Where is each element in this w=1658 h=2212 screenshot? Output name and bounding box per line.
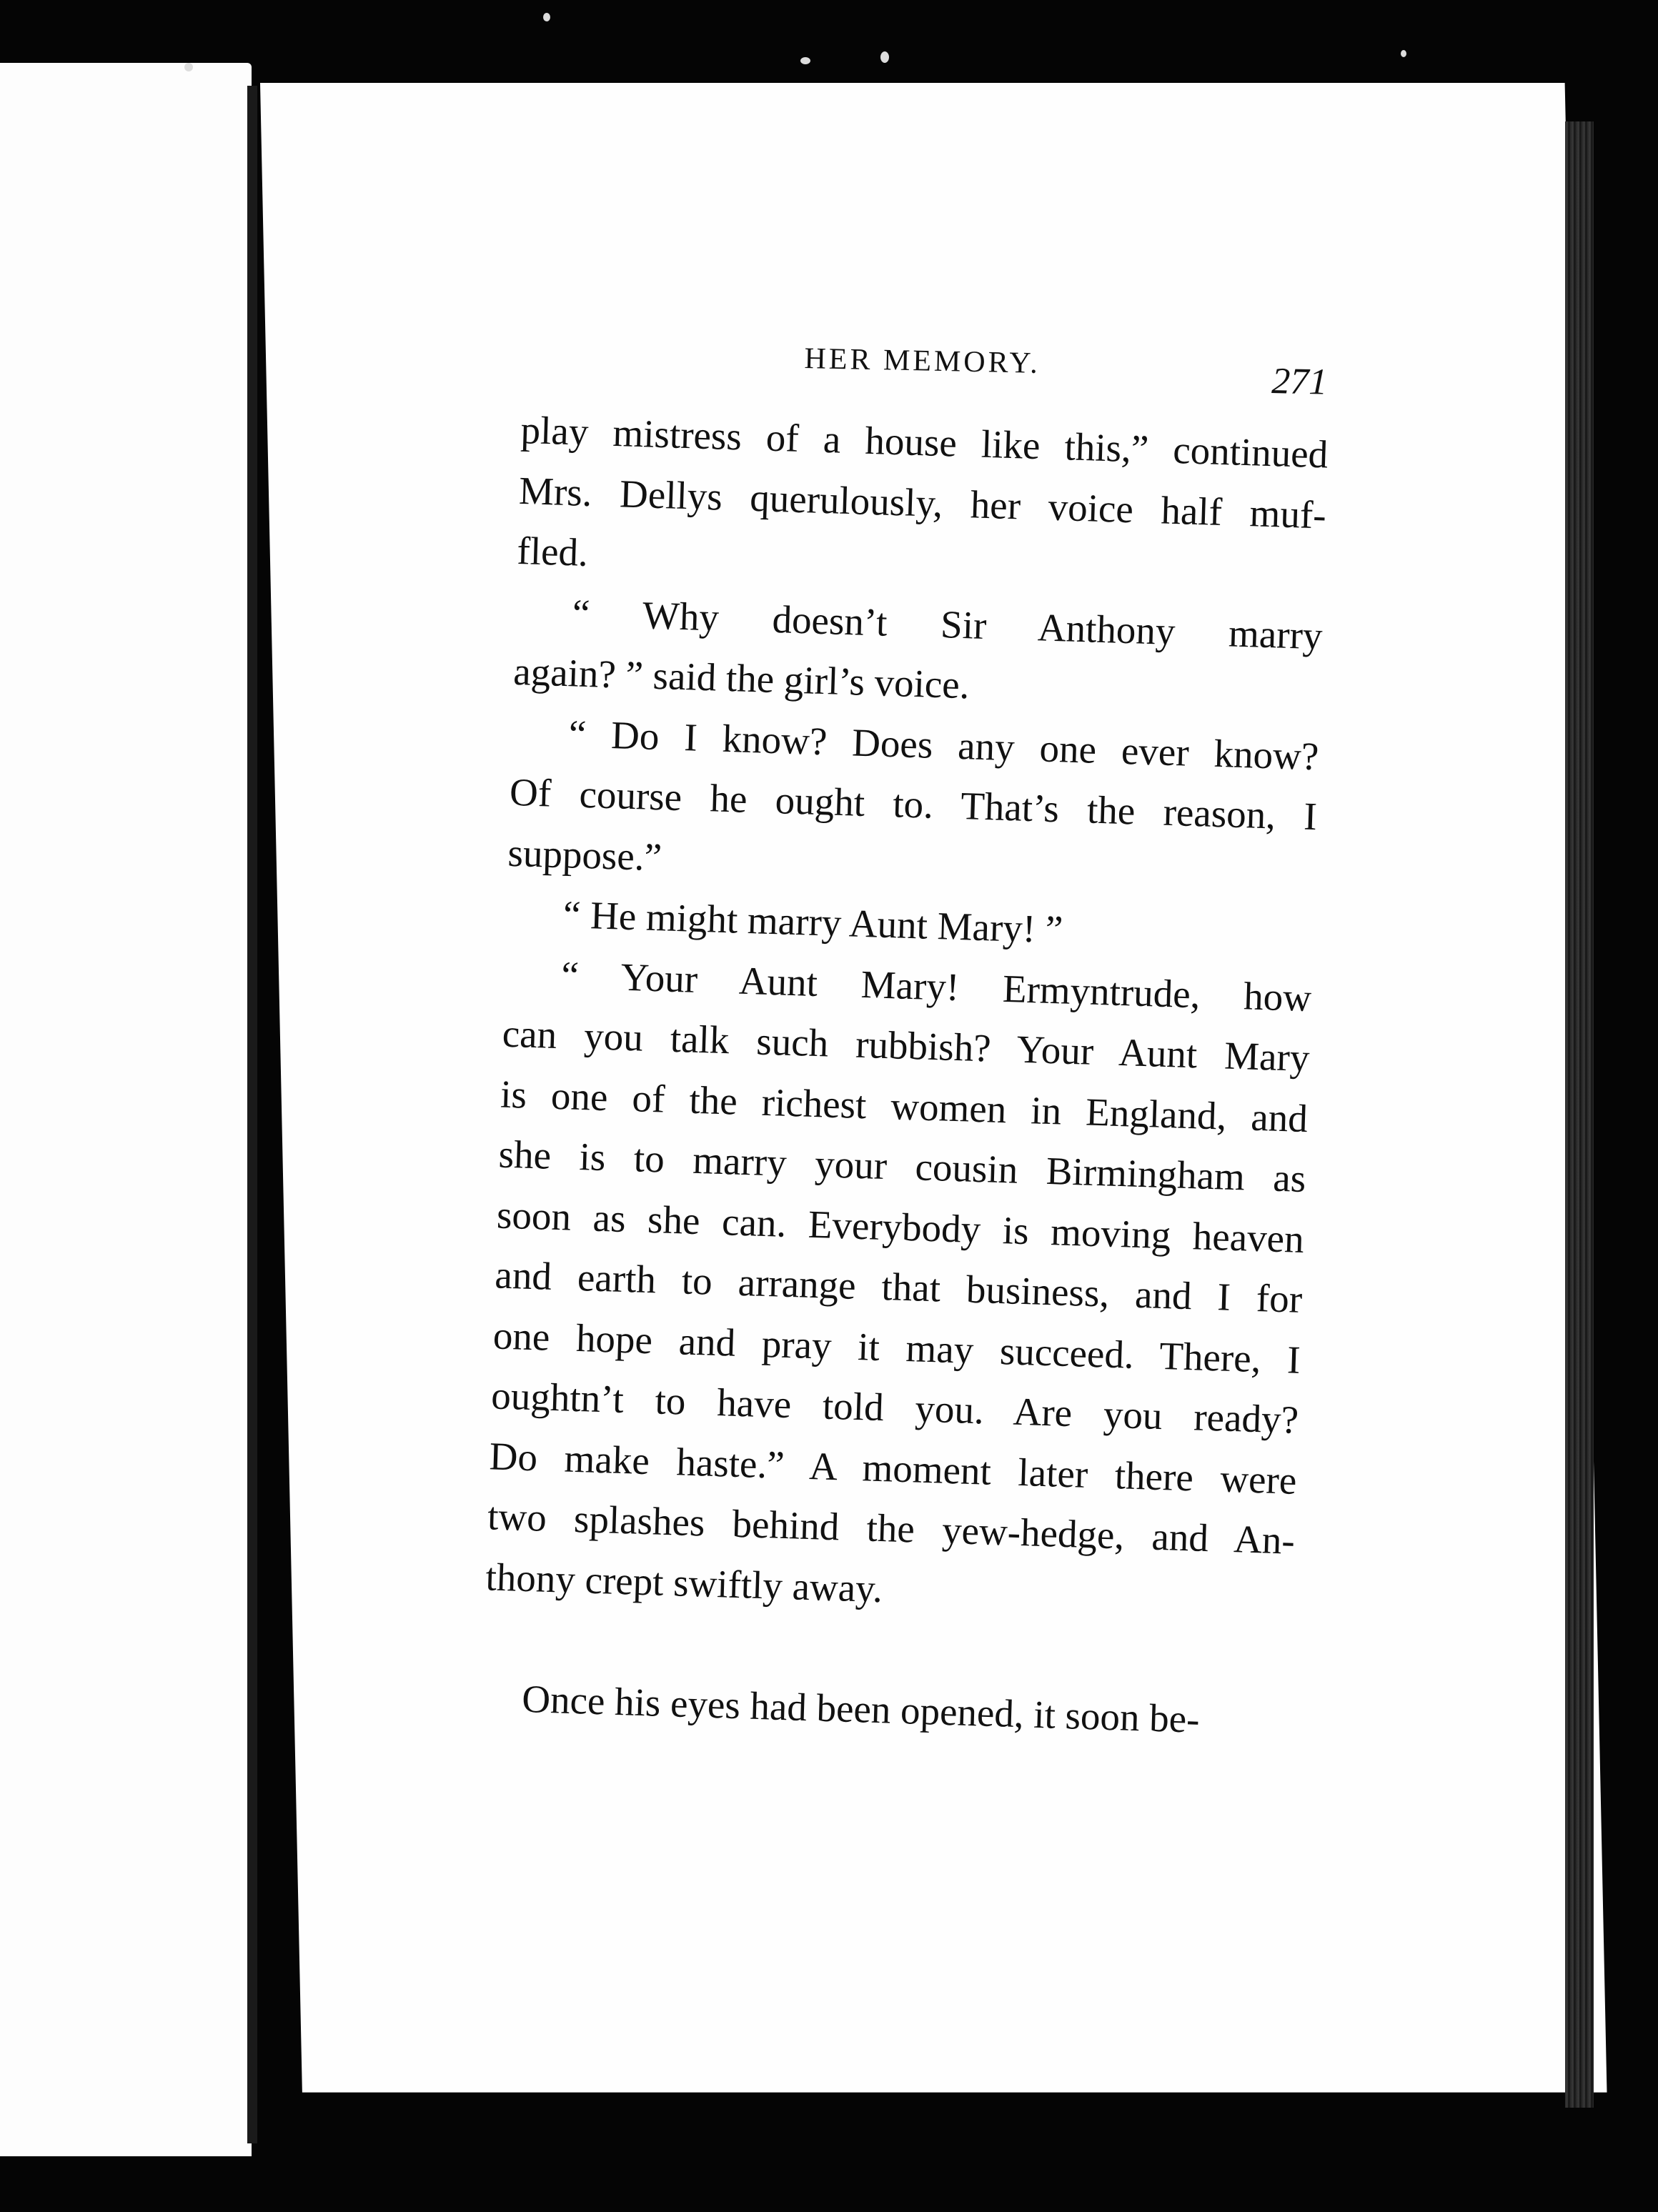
text-line: again? ” said the girl’s voice. bbox=[512, 649, 971, 707]
text-line: Mrs. Dellys querulously, her voice half muf- bbox=[518, 468, 1327, 537]
running-head: HER MEMORY. bbox=[804, 342, 1041, 380]
text-line: can you talk such rubbish? Your Aunt Mary bbox=[501, 1011, 1311, 1080]
speck bbox=[880, 51, 889, 63]
speck bbox=[800, 57, 810, 64]
text-line: fled. bbox=[516, 528, 589, 574]
text-line: is one of the richest women in England, and bbox=[500, 1072, 1309, 1140]
body-text bbox=[481, 400, 1329, 1753]
text-line: Once his eyes had been opened, it soon be- bbox=[521, 1676, 1201, 1741]
speck bbox=[1401, 50, 1406, 57]
text-line: “ Do I know? Does any one ever know? bbox=[567, 711, 1320, 778]
text-line: oughtn’t to have told you. Are you ready? bbox=[490, 1373, 1299, 1442]
text-line: Do make haste.” A moment later there were bbox=[488, 1433, 1298, 1503]
text-line: “ Your Aunt Mary! Ermyntrude, how bbox=[560, 952, 1312, 1020]
text-line: she is to marry your cousin Birmingham as bbox=[497, 1132, 1307, 1201]
text-line: one hope and pray it may succeed. There, I bbox=[492, 1312, 1301, 1382]
text-line: thony crept swiftly away. bbox=[485, 1554, 883, 1610]
text-line: “ Why doesn’t Sir Anthony marry bbox=[572, 590, 1324, 657]
text-line: and earth to arrange that business, and I for bbox=[494, 1252, 1304, 1321]
speck bbox=[184, 63, 193, 71]
text-line: play mistress of a house like this,” continued bbox=[520, 407, 1329, 477]
text-line: “ He might marry Aunt Mary! ” bbox=[562, 892, 1064, 952]
text-line: soon as she can. Everybody is moving heaven bbox=[496, 1192, 1305, 1261]
text-line: suppose.” bbox=[507, 830, 662, 879]
page-number: 271 bbox=[1271, 360, 1328, 403]
text-line: two splashes behind the yew-hedge, and An- bbox=[487, 1494, 1296, 1563]
text-line: Of course he ought to. That’s the reason, I bbox=[509, 769, 1318, 839]
speck bbox=[543, 13, 550, 21]
